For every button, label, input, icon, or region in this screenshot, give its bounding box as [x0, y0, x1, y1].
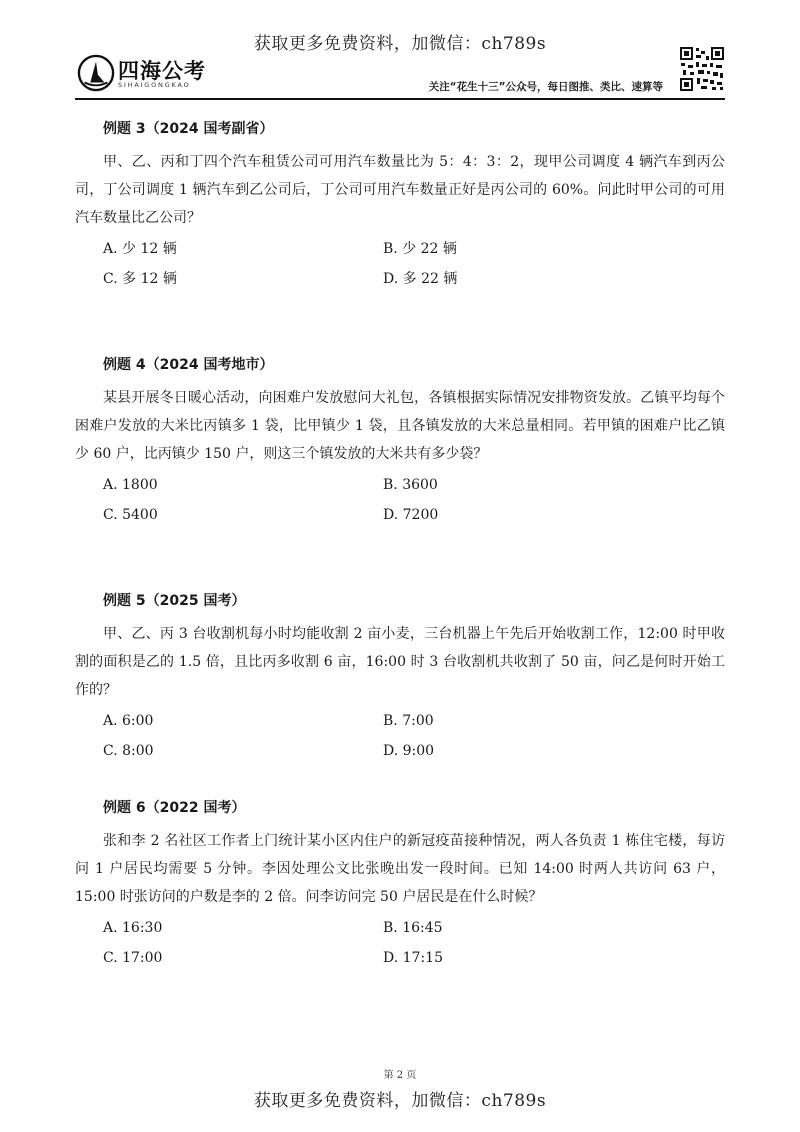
- question-body: 甲、乙、丙和丁四个汽车租赁公司可用汽车数量比为 5：4：3：2，现甲公司调度 4 辆汽车到丙公司，丁公司调度 1 辆汽车到乙公司后，丁公司可用汽车数量正好是丙公司的 60%。问此时甲公司的可用汽车数量比乙公司？: [75, 154, 725, 226]
- question-block: [75, 118, 725, 290]
- question-title: 例题 3（2024 国考副省）: [103, 121, 274, 137]
- option-b: B. 7:00: [383, 713, 434, 729]
- brand-name: 四海公考: [118, 59, 206, 83]
- option-c: C. 多 12 辆: [103, 271, 177, 287]
- header-divider: [75, 98, 725, 100]
- page-header: [75, 46, 725, 98]
- option-a: A. 1800: [103, 477, 158, 493]
- options-list: [103, 238, 725, 290]
- option-b: B. 少 22 辆: [383, 241, 457, 257]
- option-b: B. 3600: [383, 477, 438, 493]
- option-a: A. 少 12 辆: [103, 241, 177, 257]
- option-b: B. 16:45: [383, 920, 443, 936]
- question-block: [75, 797, 725, 969]
- option-d: D. 9:00: [383, 743, 435, 759]
- question-block: [75, 354, 725, 526]
- sihai-logo-icon: [77, 54, 115, 92]
- header-slogan: 关注“花生十三”公众号，每日图推、类比、速算等: [428, 81, 663, 93]
- qr-code-icon: [679, 46, 725, 92]
- watermark-bottom: 获取更多免费资料，加微信：ch789s: [253, 1091, 547, 1111]
- page-number: 第 2 页: [383, 1070, 417, 1081]
- option-c: C. 17:00: [103, 950, 163, 966]
- question-body: 甲、乙、丙 3 台收割机每小时均能收割 2 亩小麦，三台机器上午先后开始收割工作，12:00 时甲收割的面积是乙的 1.5 倍，且比丙多收割 6 亩，16:00 时 3 台收割机共收割了 50 亩，问乙是何时开始工作的？: [75, 626, 725, 698]
- question-title: 例题 5（2025 国考）: [103, 593, 246, 609]
- option-a: A. 6:00: [103, 713, 154, 729]
- options-list: [103, 710, 725, 762]
- question-title: 例题 6（2022 国考）: [103, 800, 246, 816]
- option-c: C. 5400: [103, 507, 158, 523]
- question-title: 例题 4（2024 国考地市）: [103, 357, 274, 373]
- option-d: D. 多 22 辆: [383, 271, 458, 287]
- option-d: D. 17:15: [383, 950, 443, 966]
- options-list: [103, 474, 725, 526]
- options-list: [103, 917, 725, 969]
- question-body: 某县开展冬日暖心活动，向困难户发放慰问大礼包，各镇根据实际情况安排物资发放。乙镇平均每个困难户发放的大米比丙镇多 1 袋，比甲镇少 1 袋，且各镇发放的大米总量相同。若甲镇的困难户比乙镇少 60 户，比丙镇少 150 户，则这三个镇发放的大米共有多少袋？: [75, 390, 725, 462]
- option-d: D. 7200: [383, 507, 439, 523]
- question-block: [75, 590, 725, 762]
- question-body: 张和李 2 名社区工作者上门统计某小区内住户的新冠疫苗接种情况，两人各负责 1 栋住宅楼，每访问 1 户居民均需要 5 分钟。李因处理公文比张晚出发一段时间。已知 14:00 时两人共访问 63 户，15:00 时张访问的户数是李的 2 倍。问李访问完 50 户居民是在什么时候？: [75, 833, 725, 905]
- option-a: A. 16:30: [103, 920, 163, 936]
- option-c: C. 8:00: [103, 743, 154, 759]
- watermark-top: 获取更多免费资料，加微信：ch789s: [253, 34, 547, 54]
- brand-subtitle: SIHAIGONGKAO: [118, 81, 191, 89]
